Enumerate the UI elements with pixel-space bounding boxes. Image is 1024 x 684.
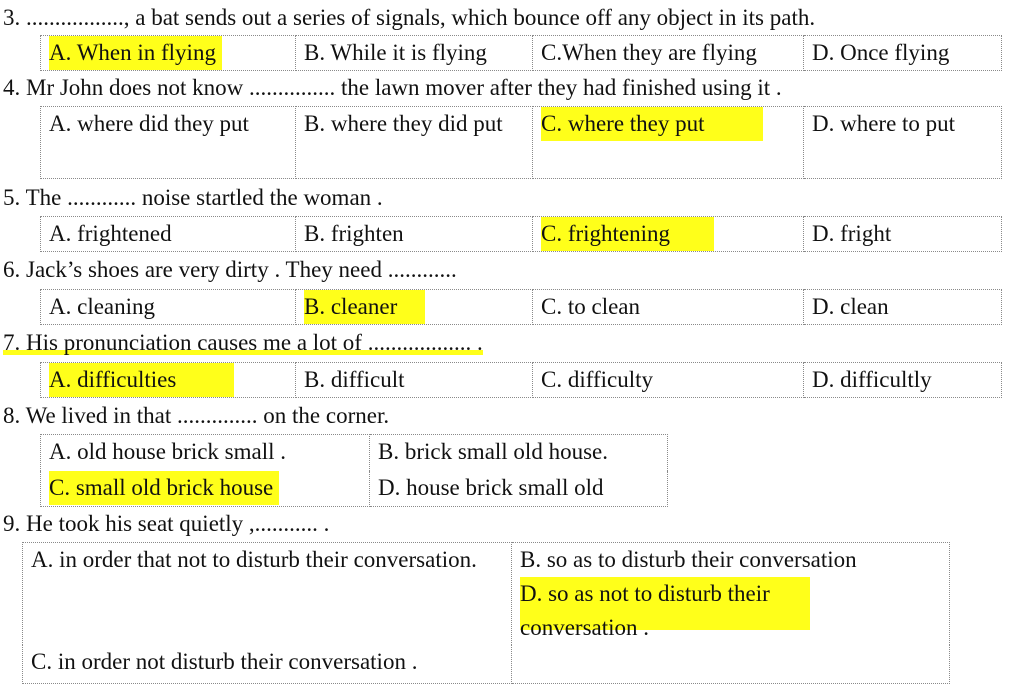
option-3a xyxy=(41,36,296,71)
option-9a: A. in order that not to disturb their conversation. xyxy=(23,543,512,646)
option-7a xyxy=(41,363,296,398)
question-3-options xyxy=(40,35,1002,71)
option-6c: C. to clean xyxy=(533,290,804,325)
option-8b: B. brick small old house. xyxy=(370,435,668,471)
question-6-options xyxy=(40,289,1002,325)
question-9-options xyxy=(22,542,950,684)
question-9-stem: 9. He took his seat quietly ,........... . xyxy=(3,511,330,536)
highlight-4c: C. where they put xyxy=(541,107,763,141)
option-8d: D. house brick small old xyxy=(370,471,668,507)
highlight-6b: B. cleaner xyxy=(304,290,425,324)
highlight-8c: C. small old brick house xyxy=(49,471,279,505)
option-6a: A. cleaning xyxy=(41,290,296,325)
option-5a: A. frightened xyxy=(41,217,296,252)
highlight-9d: D. so as not to disturb their conversation . xyxy=(520,577,810,645)
option-4d: D. where to put xyxy=(804,107,1002,179)
option-4a: A. where did they put xyxy=(41,107,296,179)
question-8-stem: 8. We lived in that .............. on the corner. xyxy=(3,403,390,428)
option-3d: D. Once flying xyxy=(804,36,1002,71)
option-6b xyxy=(296,290,533,325)
option-5b: B. frighten xyxy=(296,217,533,252)
option-5d: D. fright xyxy=(804,217,1002,252)
question-7-options xyxy=(40,362,1002,398)
question-5-options xyxy=(40,216,1002,252)
option-4c xyxy=(533,107,804,179)
option-3b: B. While it is flying xyxy=(296,36,533,71)
highlight-5c: C. frightening xyxy=(541,217,714,251)
option-7b: B. difficult xyxy=(296,363,533,398)
question-8-options xyxy=(40,434,668,507)
question-5-stem: 5. The ............ noise startled the woman . xyxy=(3,185,383,210)
question-4-stem: 4. Mr John does not know ............... the lawn mover after they had finished using it . xyxy=(3,75,782,100)
option-7d: D. difficultly xyxy=(804,363,1002,398)
question-3-stem: 3. ................., a bat sends out a series of signals, which bounce off any object in its path. xyxy=(3,5,816,30)
highlight-3a: A. When in flying xyxy=(49,36,222,70)
option-8c xyxy=(41,471,370,507)
highlight-7a: A. difficulties xyxy=(49,363,234,397)
question-7-stem xyxy=(3,327,483,359)
option-9b: B. so as to disturb their conversation xyxy=(520,547,857,572)
option-9b-and-d xyxy=(512,543,950,646)
option-5c xyxy=(533,217,804,252)
option-7c: C. difficulty xyxy=(533,363,804,398)
option-9c: C. in order not disturb their conversation . xyxy=(23,645,512,683)
option-3c: C.When they are flying xyxy=(533,36,804,71)
option-9d-continued xyxy=(512,645,950,683)
question-6-stem: 6. Jack’s shoes are very dirty . They need ............ xyxy=(3,257,457,282)
question-4-options xyxy=(40,106,1002,179)
option-6d: D. clean xyxy=(804,290,1002,325)
option-8a: A. old house brick small . xyxy=(41,435,370,471)
option-4b: B. where they did put xyxy=(296,107,533,179)
option-9d-line xyxy=(520,577,949,645)
highlight-7-stem: 7. His pronunciation causes me a lot of .................. . xyxy=(3,330,483,355)
